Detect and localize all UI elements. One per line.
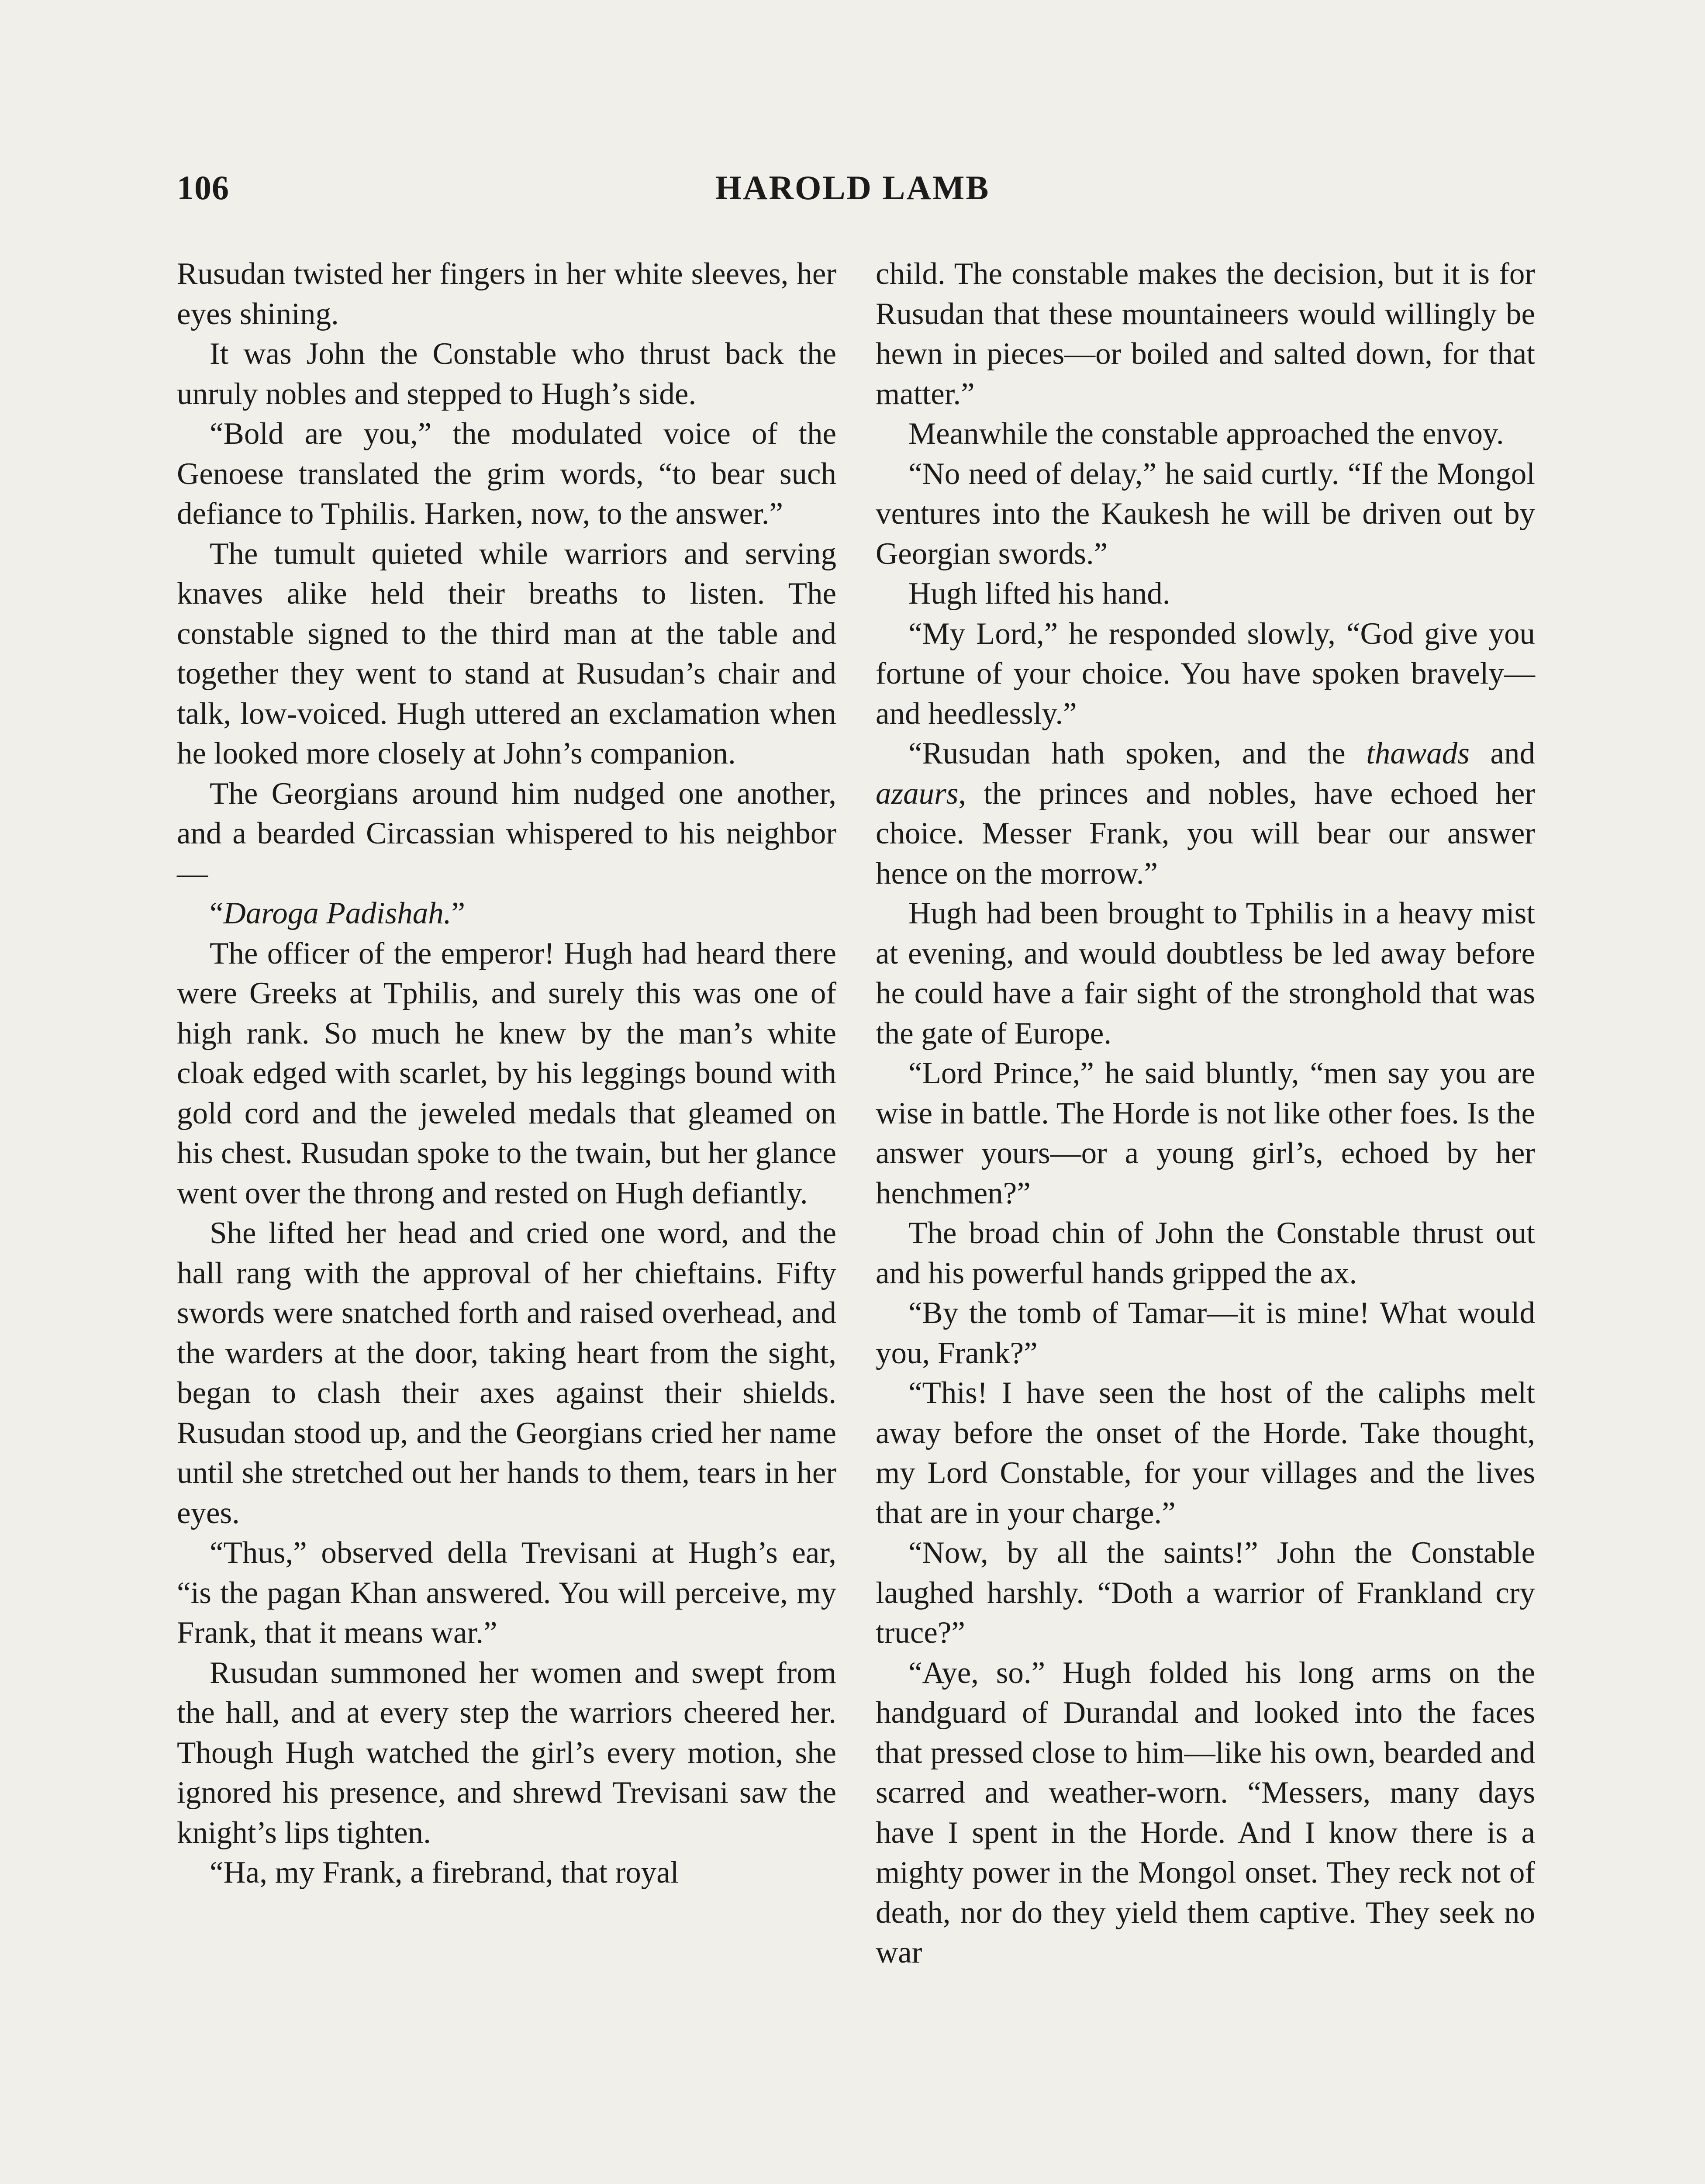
paragraph: “Thus,” observed della Trevisani at Hugh’s ear, “is the pagan Khan answered. You will perceive, my Frank, that it means war.” (177, 1536, 836, 1650)
running-head-title: HAROLD LAMB (715, 169, 990, 207)
paragraph: “Aye, so.” Hugh folded his long arms on the handguard of Durandal and looked into the faces that pressed close to him—like his own, bearded and scarred and weather-worn. “Messers, many days have I spent in the Horde. And I know there is a mighty power in the Mongol onset. They reck not of death, nor do they yield them captive. They seek no war (876, 1655, 1535, 1970)
paragraph: “My Lord,” he responded slowly, “God give you fortune of your choice. You have spoken bravely—and heedlessly.” (876, 616, 1535, 731)
left-text-column (177, 254, 836, 1893)
page-number: 106 (177, 169, 229, 207)
paragraph: “Now, by all the saints!” John the Constable laughed harshly. “Doth a warrior of Frankland cry truce?” (876, 1536, 1535, 1650)
paragraph: Meanwhile the constable approached the envoy. (908, 417, 1504, 451)
paragraph: Rusudan summoned her women and swept from the hall, and at every step the warriors cheered her. Though Hugh watched the girl’s every motion, she ignored his presence, and shrewd Trevisani saw the knight’s lips tighten. (177, 1655, 836, 1850)
paragraph: “This! I have seen the host of the caliphs melt away before the onset of the Horde. Take thought, my Lord Constable, for your villages and the lives that are in your charge.” (876, 1376, 1535, 1530)
paragraph: The tumult quieted while warriors and serving knaves alike held their breaths to listen. The constable signed to the third man at the table and together they went to stand at Rusudan’s chair and talk, low-voiced. Hugh uttered an exclamation when he looked more closely at John’s companion. (177, 536, 836, 771)
paragraph: Rusudan twisted her fingers in her white sleeves, her eyes shining. (177, 257, 836, 331)
paragraph: child. The constable makes the decision, but it is for Rusudan that these mountaineers would willingly be hewn in pieces—or boiled and salted down, for that matter.” (876, 257, 1535, 411)
paragraph: “Daroga Padishah.” (210, 896, 466, 930)
paragraph: The Georgians around him nudged one another, and a bearded Circassian whispered to his neighbor— (177, 776, 836, 891)
paragraph: “By the tomb of Tamar—it is mine! What would you, Frank?” (876, 1296, 1535, 1370)
paragraph: Hugh lifted his hand. (908, 577, 1170, 611)
paragraph: The broad chin of John the Constable thrust out and his powerful hands gripped the ax. (876, 1216, 1535, 1290)
paragraph: She lifted her head and cried one word, and the hall rang with the approval of her chieftains. Fifty swords were snatched forth and raised overhead, and the warders at the door, taking heart from the sight, began to clash their axes against their shields. Rusudan stood up, and the Georgians cried her name until she stretched out her hands to them, tears in her eyes. (177, 1216, 836, 1530)
right-text-column (876, 254, 1535, 1973)
paragraph: “Ha, my Frank, a firebrand, that royal (210, 1856, 679, 1890)
paragraph: “Lord Prince,” he said bluntly, “men say you are wise in battle. The Horde is not like other foes. Is the answer yours—or a young girl’s, echoed by her henchmen?” (876, 1056, 1535, 1210)
paragraph: It was John the Constable who thrust back the unruly nobles and stepped to Hugh’s side. (177, 337, 836, 411)
paragraph: The officer of the emperor! Hugh had heard there were Greeks at Tphilis, and surely this was one of high rank. So much he knew by the man’s white cloak edged with scarlet, by his leggings bound with gold cord and the jeweled medals that gleamed on his chest. Rusudan spoke to the twain, but her glance went over the throng and rested on Hugh defiantly. (177, 936, 836, 1210)
paragraph: “Bold are you,” the modulated voice of the Genoese translated the grim words, “to bear such defiance to Tphilis. Harken, now, to the answer.” (177, 417, 836, 531)
paragraph: Hugh had been brought to Tphilis in a heavy mist at evening, and would doubtless be led away before he could have a fair sight of the stronghold that was the gate of Europe. (876, 896, 1535, 1051)
paragraph: “No need of delay,” he said curtly. “If the Mongol ventures into the Kaukesh he will be driven out by Georgian swords.” (876, 456, 1535, 571)
paragraph: “Rusudan hath spoken, and the thawads and azaurs, the princes and nobles, have echoed her choice. Messer Frank, you will bear our answer hence on the morrow.” (876, 736, 1535, 891)
